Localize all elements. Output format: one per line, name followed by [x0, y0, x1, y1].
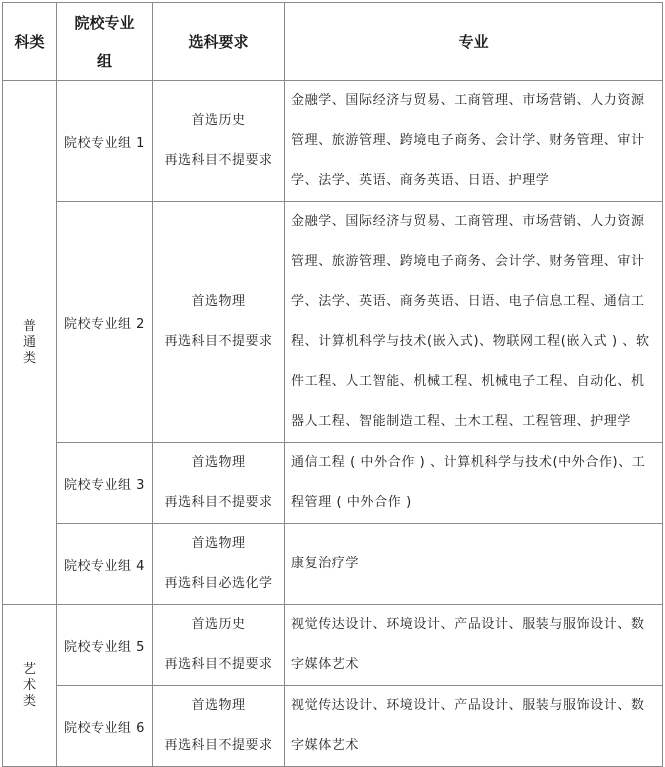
group-cell: 院校专业组 6: [57, 686, 153, 767]
header-category: 科类: [3, 3, 57, 81]
requirement-cell: [153, 524, 285, 605]
majors-cell: 金融学、国际经济与贸易、工商管理、市场营销、人力资源管理、旅游管理、跨境电子商务、会计学、财务管理、审计学、法学、英语、商务英语、日语、电子信息工程、通信工程、计算机科学与技术(嵌入式)、物联网工程(嵌入式 ) 、软件工程、人工智能、机械工程、机械电子工程、自动化、机器人工程、智能制造工程、土木工程、工程管理、护理学: [285, 202, 663, 443]
table-row: [3, 202, 663, 443]
requirement-cell: [153, 686, 285, 767]
first-subject: 首选历史: [191, 113, 246, 128]
first-subject: 首选物理: [191, 294, 246, 309]
majors-cell: 康复治疗学: [285, 524, 663, 605]
table-row: [3, 605, 663, 686]
second-subject: 再选科目不提要求: [164, 657, 273, 672]
major-group-table: [2, 2, 663, 767]
requirement-cell: [153, 605, 285, 686]
group-cell: 院校专业组 1: [57, 81, 153, 202]
first-subject: 首选物理: [191, 698, 246, 713]
requirement-cell: [153, 202, 285, 443]
category-cell-general: [3, 81, 57, 605]
table-row: [3, 686, 663, 767]
header-majors: 专业: [285, 3, 663, 81]
category-label: 普通类: [22, 318, 36, 366]
group-cell: 院校专业组 2: [57, 202, 153, 443]
majors-cell: 视觉传达设计、环境设计、产品设计、服装与服饰设计、数字媒体艺术: [285, 686, 663, 767]
group-cell: 院校专业组 4: [57, 524, 153, 605]
category-label: 艺术类: [22, 661, 36, 709]
majors-cell: 通信工程 ( 中外合作 ) 、计算机科学与技术(中外合作)、工程管理 ( 中外合作 ): [285, 443, 663, 524]
second-subject: 再选科目不提要求: [164, 495, 273, 510]
header-row: [3, 3, 663, 81]
first-subject: 首选历史: [191, 617, 246, 632]
table-row: [3, 524, 663, 605]
second-subject: 再选科目不提要求: [164, 153, 273, 168]
second-subject: 再选科目不提要求: [164, 334, 273, 349]
header-requirement: 选科要求: [153, 3, 285, 81]
requirement-cell: [153, 81, 285, 202]
second-subject: 再选科目必选化学: [164, 576, 273, 591]
header-group: [57, 3, 153, 81]
table-row: [3, 443, 663, 524]
requirement-cell: [153, 443, 285, 524]
majors-cell: 视觉传达设计、环境设计、产品设计、服装与服饰设计、数字媒体艺术: [285, 605, 663, 686]
second-subject: 再选科目不提要求: [164, 738, 273, 753]
category-cell-art: [3, 605, 57, 767]
header-group-line2: 组: [96, 51, 112, 70]
majors-cell: 金融学、国际经济与贸易、工商管理、市场营销、人力资源管理、旅游管理、跨境电子商务、会计学、财务管理、审计学、法学、英语、商务英语、日语、护理学: [285, 81, 663, 202]
group-cell: 院校专业组 3: [57, 443, 153, 524]
table-row: [3, 81, 663, 202]
header-group-line1: 院校专业: [74, 13, 135, 32]
first-subject: 首选物理: [191, 536, 246, 551]
group-cell: 院校专业组 5: [57, 605, 153, 686]
first-subject: 首选物理: [191, 455, 246, 470]
